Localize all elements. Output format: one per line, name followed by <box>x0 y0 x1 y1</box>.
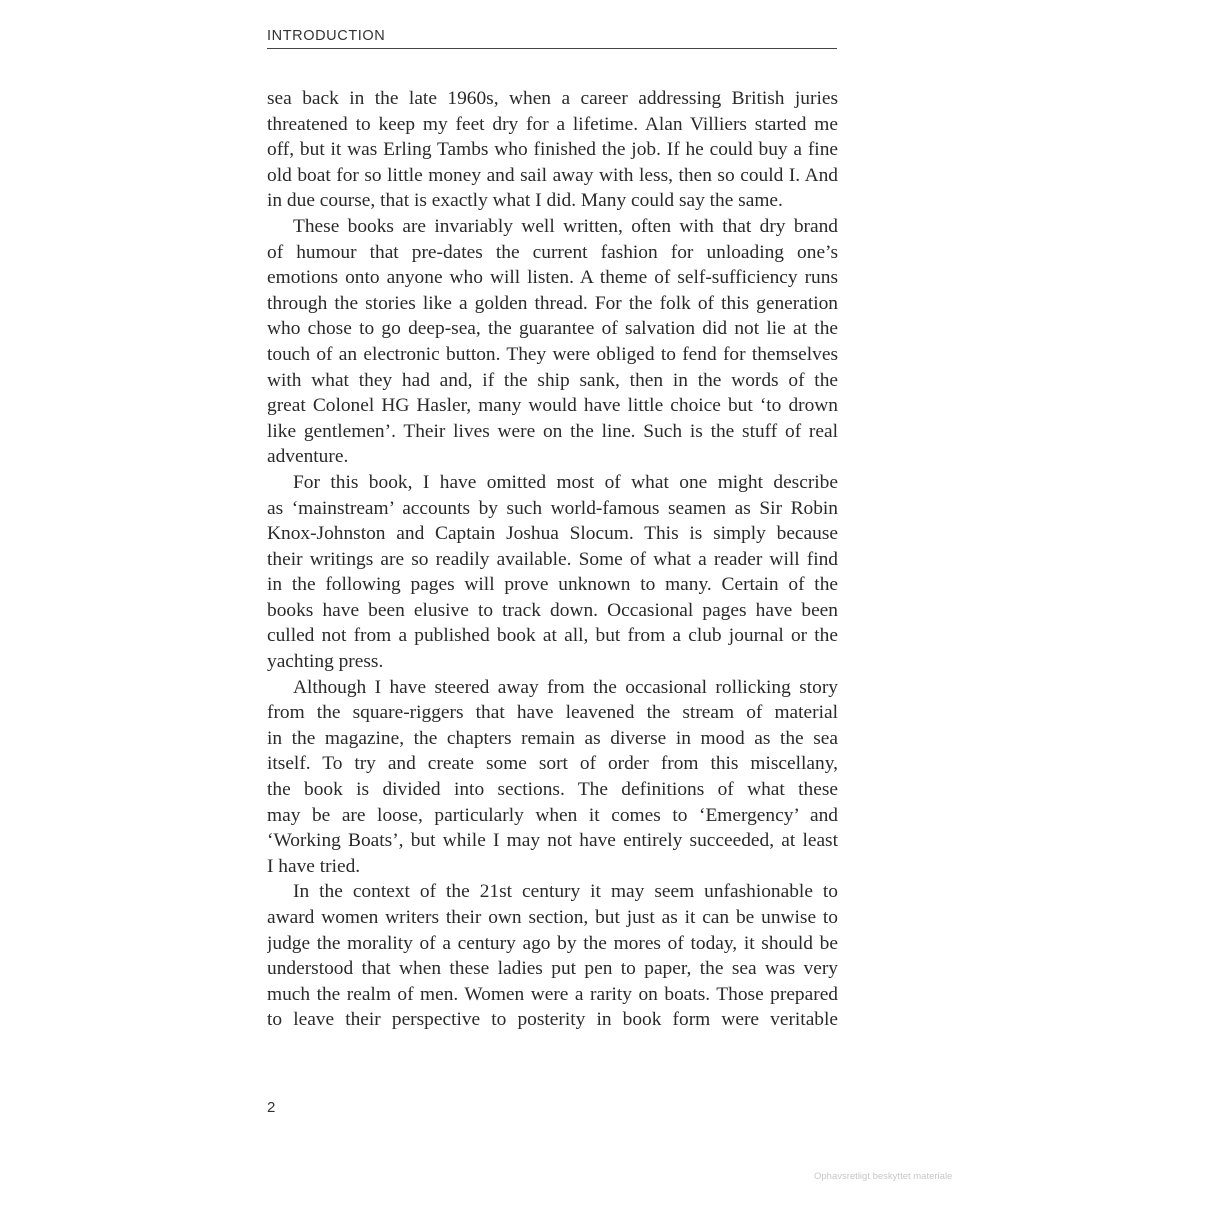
text-line: emotions onto anyone who will listen. A theme of self-sufficiency runs <box>267 267 838 289</box>
page-number: 2 <box>267 1099 276 1116</box>
text-line: to leave their perspective to posterity in book form were veritable <box>267 1009 838 1031</box>
text-line: culled not from a published book at all, but from a club journal or the <box>267 625 838 647</box>
text-line: Although I have steered away from the occasional rollicking story <box>293 676 838 698</box>
text-line: may be are loose, particularly when it comes to ‘Emergency’ and <box>267 804 838 826</box>
text-line: off, but it was Erling Tambs who finished the job. If he could buy a fine <box>267 139 838 161</box>
text-line: of humour that pre-dates the current fashion for unloading one’s <box>267 241 838 263</box>
text-line: I have tried. <box>267 855 361 877</box>
text-line: from the square-riggers that have leavened the stream of material <box>267 702 838 724</box>
text-line: like gentlemen’. Their lives were on the line. Such is the stuff of real <box>267 420 838 442</box>
body-text <box>267 86 838 1033</box>
text-line: old boat for so little money and sail away with less, then so could I. And <box>267 164 838 186</box>
text-line: understood that when these ladies put pen to paper, the sea was very <box>267 958 838 980</box>
text-line: the book is divided into sections. The definitions of what these <box>267 779 838 801</box>
text-line: in due course, that is exactly what I did. Many could say the same. <box>267 190 783 212</box>
text-line: as ‘mainstream’ accounts by such world-famous seamen as Sir Robin <box>267 497 838 519</box>
text-line: threatened to keep my feet dry for a lifetime. Alan Villiers started me <box>267 113 838 135</box>
text-line: judge the morality of a century ago by the mores of today, it should be <box>267 932 838 954</box>
text-line: their writings are so readily available. Some of what a reader will find <box>267 548 838 570</box>
text-line: great Colonel HG Hasler, many would have little choice but ‘to drown <box>267 395 838 417</box>
text-line: touch of an electronic button. They were obliged to fend for themselves <box>267 343 838 365</box>
text-line: award women writers their own section, but just as it can be unwise to <box>267 907 838 928</box>
text-line: yachting press. <box>267 651 384 673</box>
text-line: In the context of the 21st century it may seem unfashionable to <box>293 881 838 903</box>
text-line: ‘Working Boats’, but while I may not have entirely succeeded, at least <box>267 830 838 852</box>
text-line: in the magazine, the chapters remain as diverse in mood as the sea <box>267 727 838 749</box>
text-line: through the stories like a golden thread. For the folk of this generation <box>267 292 838 314</box>
text-line: books have been elusive to track down. Occasional pages have been <box>267 599 838 621</box>
text-line: much the realm of men. Women were a rarity on boats. Those prepared <box>267 983 838 1005</box>
text-line: For this book, I have omitted most of what one might describe <box>293 471 838 493</box>
text-line: in the following pages will prove unknown to many. Certain of the <box>267 574 838 596</box>
text-line: These books are invariably well written, often with that dry brand <box>293 215 838 237</box>
text-line: Knox-Johnston and Captain Joshua Slocum. This is simply because <box>267 523 838 545</box>
copyright-watermark: Ophavsretligt beskyttet materiale <box>814 1171 953 1182</box>
text-line: sea back in the late 1960s, when a career addressing British juries <box>267 88 838 109</box>
running-head: INTRODUCTION <box>267 28 837 49</box>
text-line: who chose to go deep-sea, the guarantee of salvation did not lie at the <box>267 318 838 340</box>
text-line: with what they had and, if the ship sank, then in the words of the <box>267 369 838 391</box>
text-line: itself. To try and create some sort of order from this miscellany, <box>267 753 838 775</box>
text-line: adventure. <box>267 446 349 468</box>
